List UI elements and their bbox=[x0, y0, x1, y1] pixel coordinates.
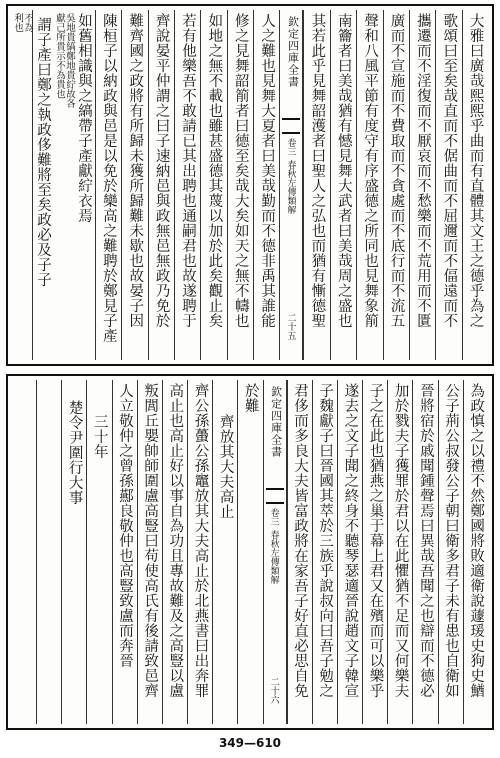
commentary-line: 利也 bbox=[12, 13, 24, 32]
text-column: 如地之無不載也雖甚盛德其蔑以加於此矣觀止矣 bbox=[200, 10, 226, 360]
text-column: 為政慎之以禮不然鄭國將敗適衛說蘧瑗史狗史鰌 bbox=[463, 380, 488, 724]
annotated-column bbox=[32, 10, 95, 360]
text-column: 南籥者曰美哉猶有憾見舞大武者曰美哉周之盛也 bbox=[330, 10, 356, 360]
center-title: 欽定四庫全書 bbox=[286, 16, 300, 88]
text-column: 聲和八風平節有度守有序盛德之所同也見舞象箾 bbox=[356, 10, 382, 360]
text-column: 叛閭丘嬰帥師圍盧高豎曰苟使高氏有後請致邑齊 bbox=[137, 380, 162, 724]
text-column: 難齊國之政將有所歸未獲所歸難未歇也故晏子因 bbox=[121, 10, 147, 360]
fish-tail-mark bbox=[266, 488, 284, 504]
page-center-strip bbox=[279, 10, 303, 360]
section-heading: 齊放其大夫高止 bbox=[212, 380, 237, 724]
text-column: 公子荊公叔發公子朝曰衛多君子未有患也自衛如 bbox=[438, 380, 463, 724]
center-volume: 卷三 bbox=[268, 508, 279, 526]
text-column: 修之見舞韶箾者曰德至矣哉大矣如天之無不幬也 bbox=[227, 10, 253, 360]
text-column: 子之在此也猶燕之巢于幕上君又在殯而可以樂乎 bbox=[362, 380, 387, 724]
text-column: 子魏獻子曰晉國其萃於三族乎說叔向曰吾子勉之 bbox=[312, 380, 337, 724]
text-column: 人立敬仲之曾孫酀良敬仲也高豎致盧而奔晉 bbox=[112, 380, 137, 724]
commentary-notes bbox=[54, 13, 74, 360]
text-column: 其若此乎見舞韶濩者曰聖人之弘也而猶有慚德聖 bbox=[303, 10, 329, 360]
fish-tail-mark bbox=[282, 118, 300, 134]
text-column: 遂去之文子聞之終身不聽琴瑟適晉說趙文子韓宣 bbox=[337, 380, 362, 724]
center-page-number: 二十五 bbox=[285, 313, 296, 340]
text-column: 攜遷而不淫復而不厭哀而不愁樂而不荒用而不匱 bbox=[409, 10, 435, 360]
empty-column bbox=[36, 380, 61, 724]
commentary-line: 獻己所貴示不為貴也 bbox=[54, 13, 65, 99]
text-column-bottom: 謂子產曰鄭之執政侈難將至矣政必及子子 bbox=[35, 17, 52, 287]
text-column: 若有他樂吾不敢請已其出聘也通嗣君也故遂聘于 bbox=[174, 10, 200, 360]
top-columns bbox=[12, 10, 488, 360]
prefix-notes bbox=[12, 10, 32, 360]
text-column: 齊公孫蠆公孫竈放其大夫高止於北燕書曰出奔罪 bbox=[187, 380, 212, 724]
text-column: 齊說晏平仲謂之曰子速納邑與政無邑無政乃免於 bbox=[148, 10, 174, 360]
section-heading: 楚令尹圍行大事 bbox=[61, 380, 86, 724]
empty-column bbox=[12, 380, 36, 724]
commentary-line: 不為 bbox=[22, 13, 34, 32]
center-book: 春秋左傳類解 bbox=[268, 530, 279, 584]
text-column: 君侈而多良大夫皆富政將在家吾子好直必思自免 bbox=[287, 380, 312, 724]
page-center-strip bbox=[263, 380, 287, 724]
text-column: 加於戮夫子獲罪於君以在此懼猶不足而又何樂夫 bbox=[387, 380, 412, 724]
page-footer-number: 349—610 bbox=[218, 736, 282, 750]
top-page bbox=[6, 4, 494, 366]
center-page-number: 二十六 bbox=[268, 677, 279, 704]
text-column: 廣而不宣施而不費取而不貪處而不底行而不流五 bbox=[383, 10, 409, 360]
center-volume: 卷三 bbox=[285, 138, 296, 156]
bottom-columns bbox=[12, 380, 488, 724]
text-column: 大雅曰廣哉熙熙乎曲而有直體其文王之德乎為之 bbox=[462, 10, 488, 360]
text-column: 高止也高止好以事自為功且專故難及之高豎以盧 bbox=[162, 380, 187, 724]
center-book: 春秋左傳類解 bbox=[285, 160, 296, 214]
text-column: 人之難也見舞大夏者曰美哉勤而不德非禹其誰能 bbox=[253, 10, 279, 360]
bottom-page bbox=[6, 374, 494, 730]
center-title: 欽定四庫全書 bbox=[269, 386, 283, 458]
commentary-line: 吳地貴縞鄭地貴紵故各 bbox=[63, 13, 75, 108]
year-heading: 三十年 bbox=[86, 380, 111, 724]
text-column: 於難 bbox=[237, 380, 262, 724]
text-column: 歌頌曰至矣哉直而不倨曲而不屈邇而不偪遠而不 bbox=[435, 10, 461, 360]
text-column: 晉將宿於戚聞鍾聲焉曰異哉吾聞之也辯而不德必 bbox=[412, 380, 437, 724]
text-column: 陳桓子以納政與邑是以免於欒高之難聘於鄭見子產 bbox=[95, 10, 121, 360]
text-column-top: 如舊相識與之縞帶子產獻紵衣焉 bbox=[75, 13, 92, 223]
